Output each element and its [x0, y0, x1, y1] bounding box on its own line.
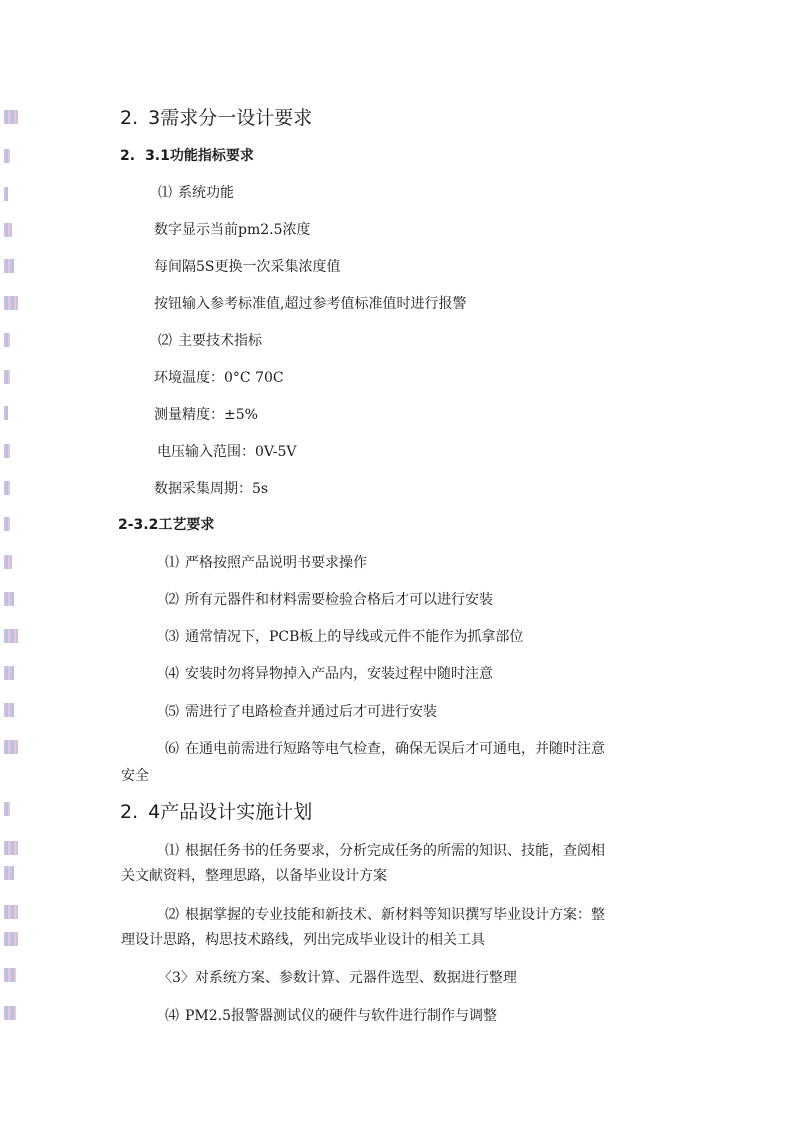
item-number: ⑶ [165, 629, 179, 645]
item-text: 严格按照产品说明书要求操作 [185, 555, 367, 571]
sub-heading-system-function [158, 184, 234, 202]
item-text: 根据任务书的任务要求，分析完成任务的所需的知识、技能，查阅相 [185, 843, 605, 859]
craft-item [165, 554, 367, 572]
plan-item-continued: 关文献资料，整理思路，以备毕业设计方案 [121, 868, 387, 884]
craft-item [165, 703, 437, 721]
scan-mark [4, 841, 18, 855]
section-heading-2-3-2: 2-3.2工艺要求 [118, 517, 215, 533]
scan-mark [4, 866, 14, 880]
item-number: ⑹ [165, 741, 179, 757]
item-number: ⑵ [158, 333, 172, 349]
spec-item: 环境温度：0°C 70C [154, 370, 284, 386]
section-number: 2. [120, 107, 139, 129]
item-number: ⑵ [165, 907, 179, 923]
craft-item [165, 591, 493, 609]
item-number: ⑴ [158, 185, 172, 201]
item-text: 在通电前需进行短路等电气检查，确保无误后才可通电，并随时注意 [185, 741, 605, 757]
plan-item [165, 842, 605, 860]
item-text: PM2.5报警器测试仪的硬件与软件进行制作与调整 [185, 1008, 498, 1024]
spec-item: 数据采集周期：5s [154, 481, 269, 497]
scan-mark [4, 259, 14, 273]
item-number: ⑴ [165, 555, 179, 571]
function-item: 按钮输入参考标准值,超过参考值标准值时进行报警 [154, 296, 467, 312]
item-text: 通常情况下，PCB板上的导线或元件不能作为抓拿部位 [185, 629, 524, 645]
section-number: 2. [120, 801, 139, 823]
item-text: 根据掌握的专业技能和新技术、新材料等知识撰写毕业设计方案：整 [185, 907, 605, 923]
section-heading-2-3 [120, 106, 312, 130]
item-number: ⑷ [165, 1008, 179, 1024]
item-label: 主要技术指标 [178, 333, 262, 349]
scan-mark [4, 110, 18, 124]
plan-item [165, 906, 605, 924]
scan-mark [4, 406, 8, 420]
function-item: 每间隔5S更换一次采集浓度值 [154, 259, 341, 275]
item-number: ⑸ [165, 704, 179, 720]
item-number: ⑵ [165, 592, 179, 608]
item-number: ⑴ [165, 843, 179, 859]
scan-mark [4, 481, 10, 495]
plan-item [158, 969, 517, 987]
section-heading-2-3-1 [120, 147, 254, 165]
craft-item-continued: 安全 [121, 768, 149, 784]
scan-mark [4, 802, 10, 816]
item-text: 所有元器件和材料需要检验合格后才可以进行安装 [185, 592, 493, 608]
scan-mark [4, 296, 18, 310]
scan-mark [4, 187, 8, 201]
section-title: 4产品设计实施计划 [148, 801, 313, 823]
scan-mark [4, 223, 12, 237]
scan-mark [4, 629, 18, 643]
scan-mark [4, 333, 10, 347]
item-text: 〈3〉对系统方案、参数计算、元器件选型、数据进行整理 [158, 970, 517, 986]
function-item: 数字显示当前pm2.5浓度 [154, 222, 311, 238]
section-heading-2-4 [120, 800, 312, 824]
spec-item: 电压输入范围：0V-5V [157, 444, 297, 460]
item-number: ⑷ [165, 666, 179, 682]
scan-mark [4, 370, 10, 384]
craft-item [165, 665, 493, 683]
scan-mark [4, 968, 16, 982]
scan-mark [4, 703, 14, 717]
section-number: 2. [120, 148, 136, 164]
item-text: 需进行了电路检查并通过后才可进行安装 [185, 704, 437, 720]
scan-mark [4, 740, 18, 754]
scan-mark [4, 932, 18, 946]
plan-item [165, 1007, 497, 1025]
spec-item: 测量精度：±5% [154, 407, 258, 423]
scan-mark [4, 1006, 16, 1020]
craft-item [165, 628, 523, 646]
section-title: 3.1功能指标要求 [145, 148, 254, 164]
plan-item-continued: 理设计思路，构思技术路线，列出完成毕业设计的相关工具 [121, 932, 485, 948]
scan-mark [4, 444, 10, 458]
scan-mark [4, 555, 12, 569]
scan-mark [4, 149, 10, 163]
scan-mark [4, 905, 18, 919]
section-title: 3需求分一设计要求 [148, 107, 313, 129]
scan-mark [4, 666, 14, 680]
scan-mark [4, 517, 10, 531]
item-label: 系统功能 [178, 185, 234, 201]
item-text: 安装时勿将异物掉入产品内，安装过程中随时注意 [185, 666, 493, 682]
scan-mark [4, 592, 14, 606]
sub-heading-tech-specs [158, 332, 262, 350]
craft-item [165, 740, 605, 758]
